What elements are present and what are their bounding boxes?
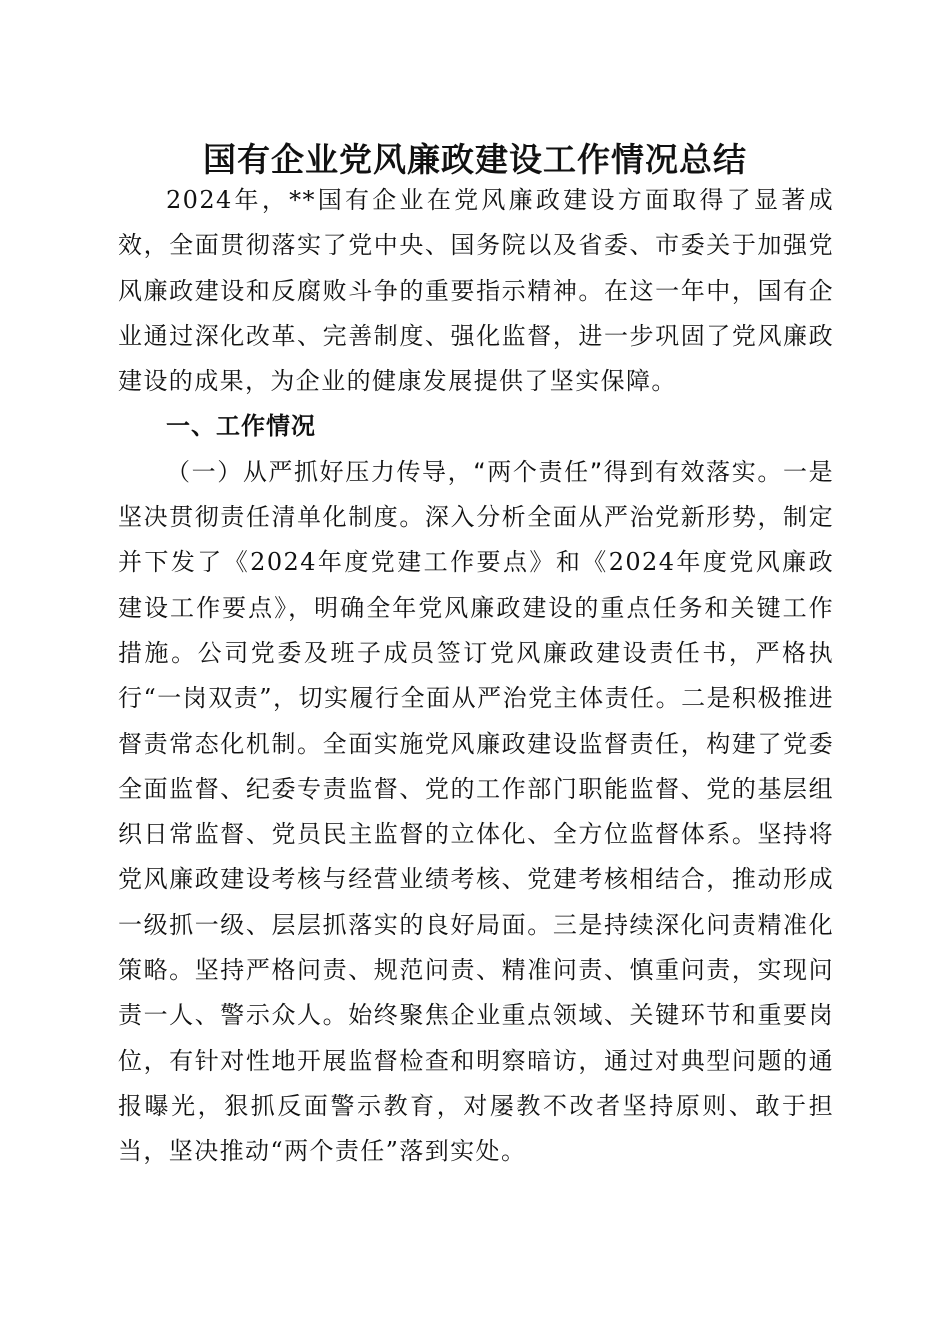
subsection-heading: （一）从严抓好压力传导，“两个责任”得到有效落实。 bbox=[166, 457, 783, 486]
document-body bbox=[118, 178, 834, 1175]
intro-paragraph: 2024年，**国有企业在党风廉政建设方面取得了显著成效，全面贯彻落实了党中央、国务院以及省委、市委关于加强党风廉政建设和反腐败斗争的重要指示精神。在这一年中，国有企业通过深化改革、完善制度、强化监督，进一步巩固了党风廉政建设的成果，为企业的健康发展提供了坚实保障。 bbox=[118, 186, 834, 396]
document-title: 国有企业党风廉政建设工作情况总结 bbox=[203, 140, 747, 179]
subsection-body: 一是坚决贯彻责任清单化制度。深入分析全面从严治党新形势，制定并下发了《2024年度党建工作要点》和《2024年度党风廉政建设工作要点》，明确全年党风廉政建设的重点任务和关键工作措施。公司党委及班子成员签订党风廉政建设责任书，严格执行“一岗双责”，切实履行全面从严治党主体责任。二是积极推进督责常态化机制。全面实施党风廉政建设监督责任，构建了党委全面监督、纪委专责监督、党的工作部门职能监督、党的基层组织日常监督、党员民主监督的立体化、全方位监督体系。坚持将党风廉政建设考核与经营业绩考核、党建考核相结合，推动形成一级抓一级、层层抓落实的良好局面。三是持续深化问责精准化策略。坚持严格问责、规范问责、精准问责、慎重问责，实现问责一人、警示众人。始终聚焦企业重点领域、关键环节和重要岗位，有针对性地开展监督检查和明察暗访，通过对典型问题的通报曝光，狠抓反面警示教育，对屡教不改者坚持原则、敢于担当，坚决推动“两个责任”落到实处。 bbox=[118, 457, 834, 1166]
section-heading-work-status: 一、工作情况 bbox=[166, 412, 316, 441]
subsection-paragraph bbox=[118, 450, 834, 1175]
